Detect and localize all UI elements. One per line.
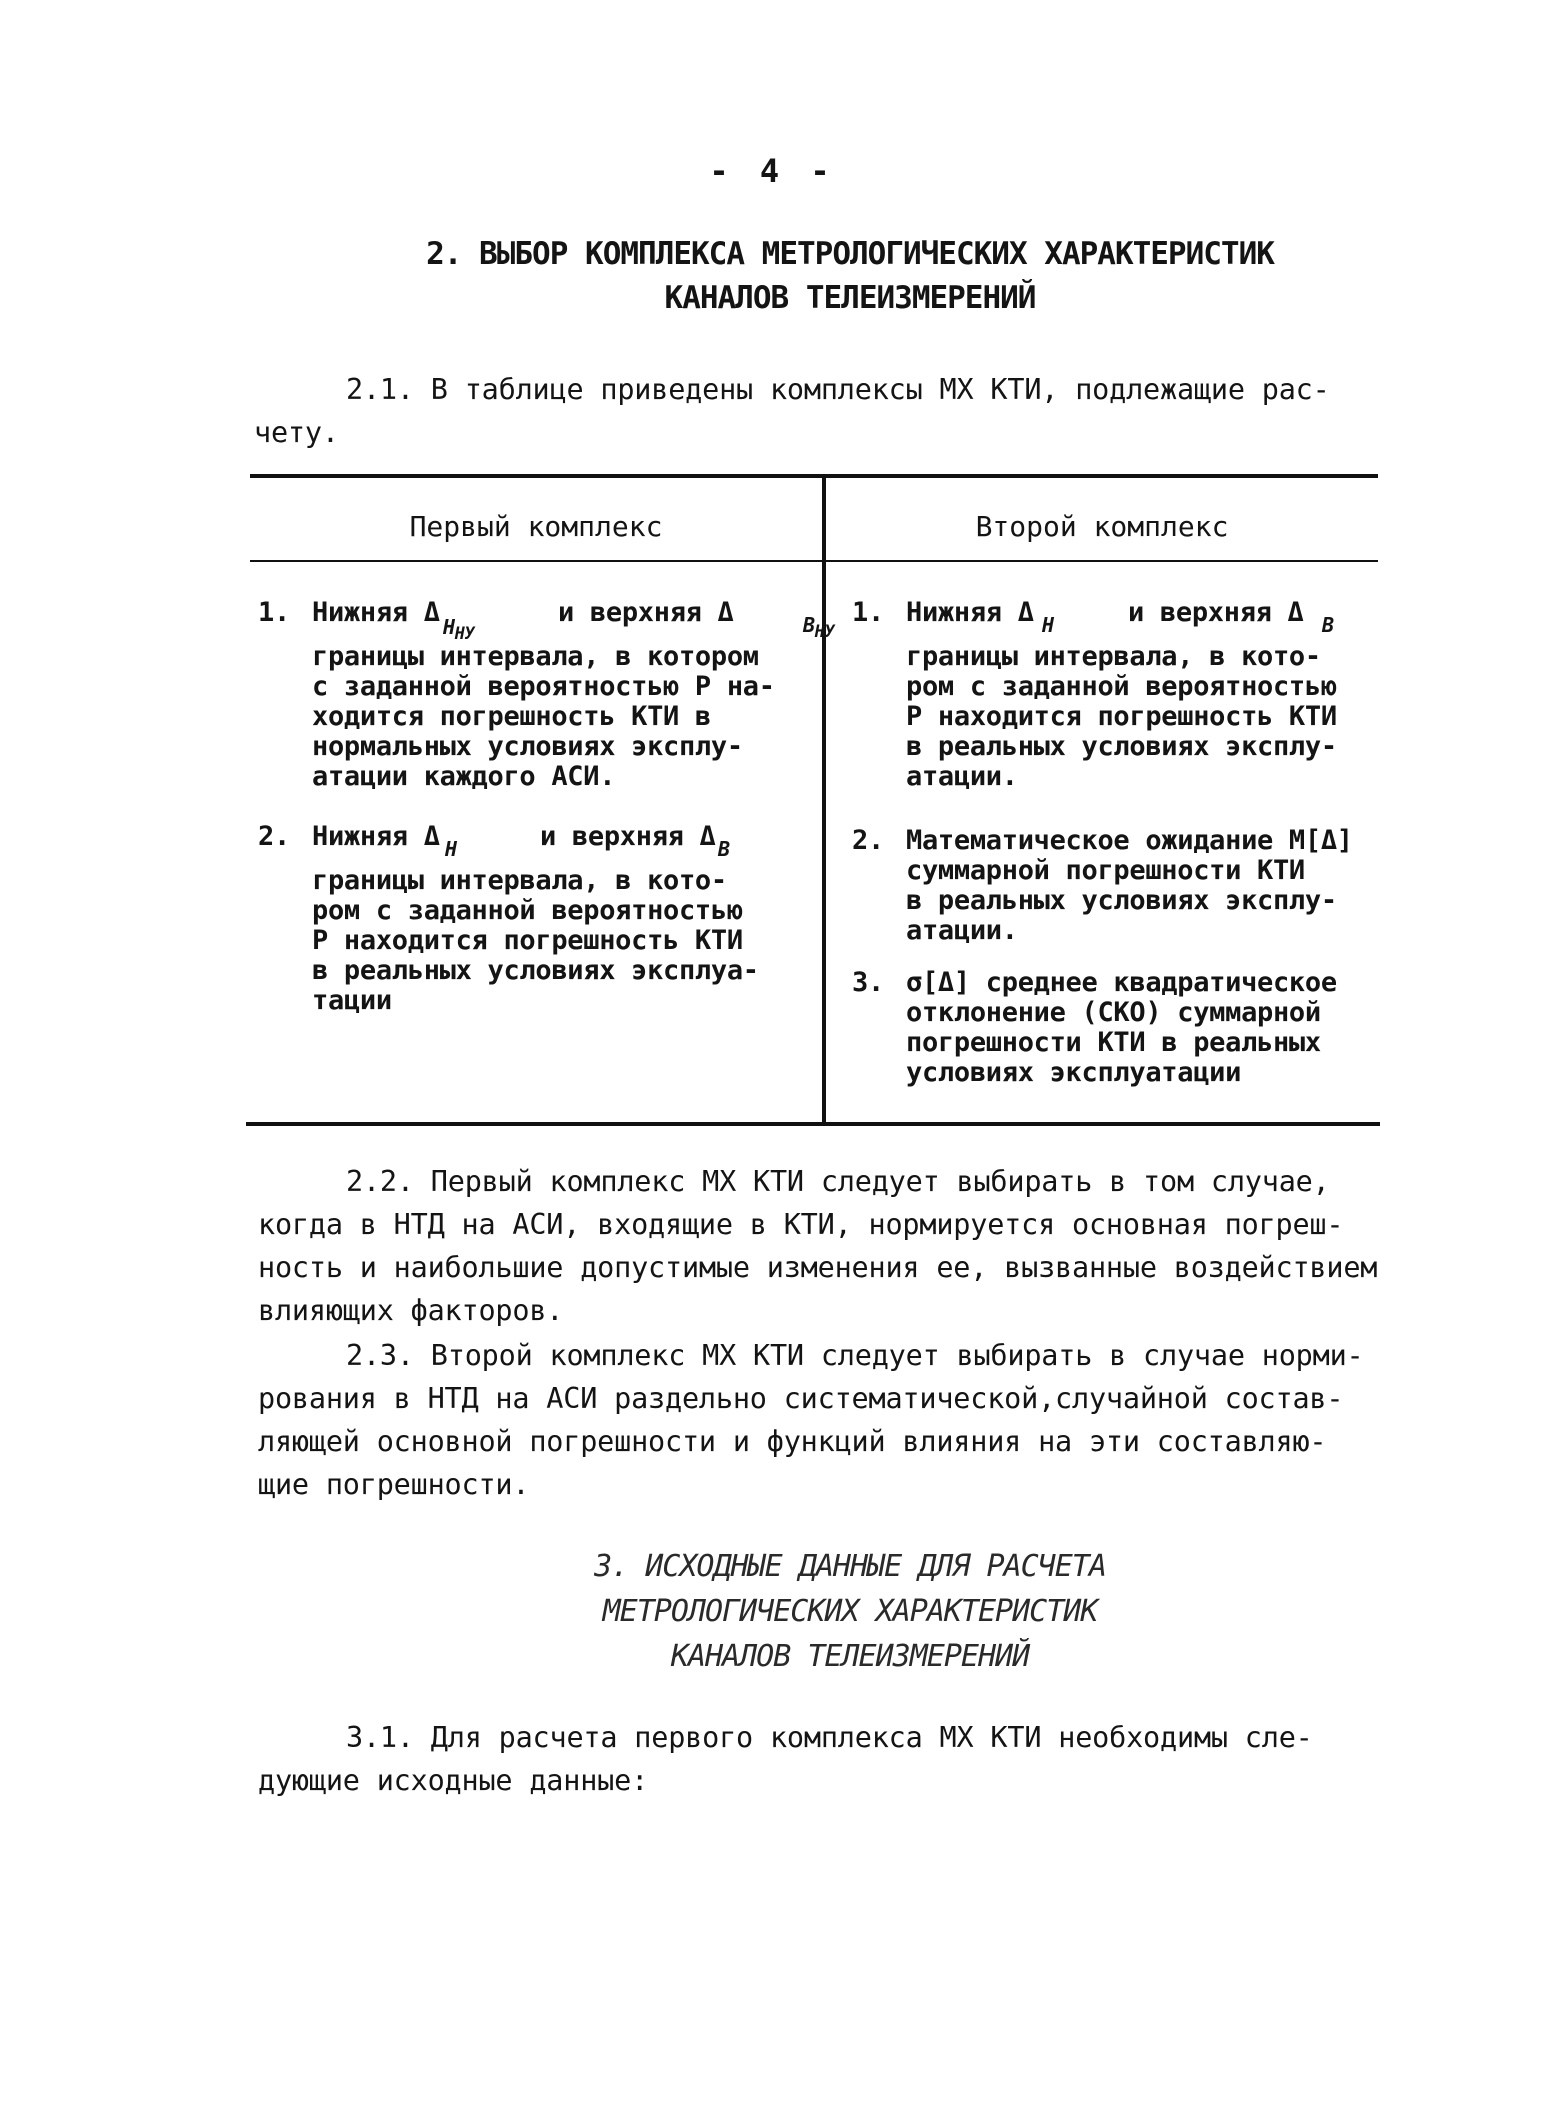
table-item	[852, 968, 1372, 1098]
item-number: 3.	[852, 967, 884, 998]
item-number: 1.	[258, 597, 290, 628]
item-text: границы интервала, в котором с заданной вероятностью P на- ходится погрешность КТИ в нормальных условиях эксплу- атации каждого АСИ.	[312, 641, 775, 792]
item-label: и верхняя Δ	[558, 597, 734, 628]
item-text: σ[Δ] среднее квадратическое отклонение (СКО) суммарной погрешности КТИ в реальных условиях эксплуатации	[906, 967, 1337, 1088]
paragraph-line: дующие исходные данные:	[258, 1764, 649, 1797]
section-3-title	[150, 1544, 1545, 1679]
subscript: В	[718, 837, 730, 861]
paragraph-line: ность и наибольшие допустимые изменения ее, вызванные воздействием	[258, 1251, 1378, 1284]
item-text: границы интервала, в кото- ром с заданной вероятностью P находится погрешность КТИ в реальных условиях эксплуа- тации	[312, 865, 759, 1016]
page-number: - 4 -	[709, 152, 836, 190]
paragraph-line: рования в НТД на АСИ раздельно систематической,случайной состав-	[258, 1382, 1344, 1415]
section-3-title-line: 3. ИСХОДНЫЕ ДАННЫЕ ДЛЯ РАСЧЕТА	[594, 1549, 1106, 1584]
table-top-rule	[250, 474, 1378, 478]
item-label: и верхняя Δ	[540, 821, 716, 852]
table-item	[258, 597, 835, 798]
paragraph-line: влияющих факторов.	[258, 1294, 564, 1327]
paragraph-3-1	[258, 1716, 1368, 1802]
subscript: $В_{НУ}$	[803, 613, 835, 641]
table-item	[852, 598, 1372, 798]
paragraph-2-3	[258, 1334, 1418, 1506]
paragraph-2-1	[254, 368, 1368, 454]
item-text: границы интервала, в кото- ром с заданной вероятностью P находится погрешность КТИ в реальных условиях эксплу- атации.	[906, 641, 1337, 792]
table-header-second: Второй комплекс	[975, 510, 1229, 543]
paragraph-line: чету.	[254, 416, 339, 449]
paragraph-line: 2.1. В таблице приведены комплексы МХ КТИ, подлежащие рас-	[346, 373, 1330, 406]
table-header-first: Первый комплекс	[409, 510, 663, 543]
subscript: $Н_{НУ}$	[443, 615, 475, 643]
paragraph-line: ляющей основной погрешности и функций влияния на эти составляю-	[258, 1425, 1327, 1458]
item-number: 2.	[852, 825, 884, 856]
paragraph-line: 2.3. Второй комплекс МХ КТИ следует выбирать в случае норми-	[346, 1339, 1364, 1372]
section-2-title-line: КАНАЛОВ ТЕЛЕИЗМЕРЕНИЙ	[664, 280, 1036, 316]
section-2-title-line: 2. ВЫБОР КОМПЛЕКСА МЕТРОЛОГИЧЕСКИХ ХАРАКТЕРИСТИК	[426, 236, 1274, 272]
section-3-title-line: КАНАЛОВ ТЕЛЕИЗМЕРЕНИЙ	[670, 1639, 1030, 1674]
item-text: Математическое ожидание M[Δ] суммарной погрешности КТИ в реальных условиях эксплу- атации.	[906, 825, 1353, 946]
subscript: Н	[445, 837, 457, 861]
table-header-rule	[250, 560, 1378, 562]
paragraph-line: щие погрешности.	[258, 1468, 530, 1501]
paragraph-line: 3.1. Для расчета первого комплекса МХ КТИ необходимы сле-	[346, 1721, 1313, 1754]
item-label: Нижняя Δ	[312, 597, 440, 628]
table-bottom-rule	[246, 1122, 1380, 1126]
item-number: 2.	[258, 821, 290, 852]
table-item	[852, 826, 1372, 946]
paragraph-line: когда в НТД на АСИ, входящие в КТИ, нормируется основная погреш-	[258, 1208, 1344, 1241]
item-label: Нижняя Δ	[312, 821, 440, 852]
subscript: Н	[1042, 613, 1054, 637]
paragraph-2-2	[258, 1160, 1418, 1332]
item-number: 1.	[852, 597, 884, 628]
subscript: В	[1322, 613, 1334, 637]
item-label: и верхняя Δ	[1128, 597, 1304, 628]
section-2-title	[150, 232, 1545, 320]
section-3-title-line: МЕТРОЛОГИЧЕСКИХ ХАРАКТЕРИСТИК	[602, 1594, 1098, 1629]
table-item	[258, 822, 818, 1022]
paragraph-line: 2.2. Первый комплекс МХ КТИ следует выбирать в том случае,	[346, 1165, 1330, 1198]
table-column-divider	[822, 476, 826, 1122]
item-label: Нижняя Δ	[906, 597, 1034, 628]
